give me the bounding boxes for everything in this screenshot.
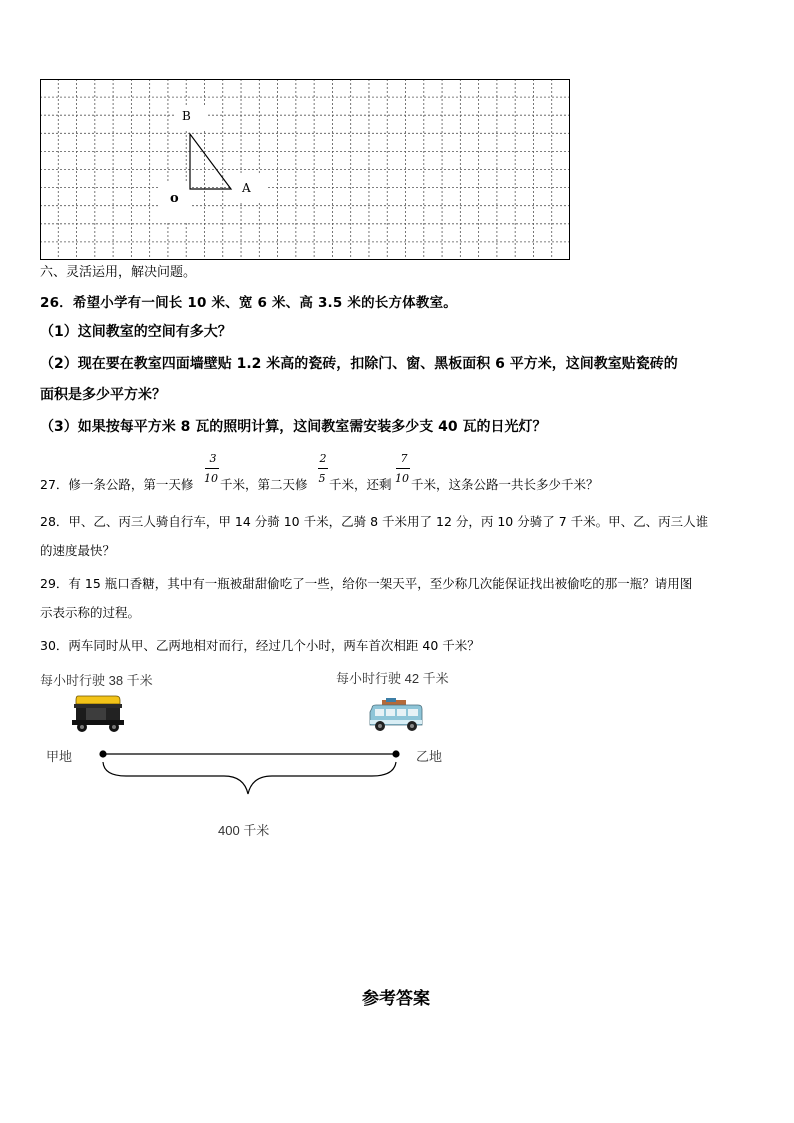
question-27: [40, 452, 740, 492]
distance-line-with-brace: [96, 744, 406, 804]
graph-paper-grid: [40, 79, 570, 260]
start-point-dot: [99, 750, 106, 757]
question-27-seg-2: 千米，第二天修: [220, 477, 308, 492]
van-icon: [366, 698, 426, 734]
answers-title: 参考答案: [362, 989, 430, 1009]
section-6-heading: 六、灵活运用，解决问题。: [40, 265, 197, 280]
point-b-label: B: [182, 109, 191, 123]
left-speed-label: 每小时行驶 38 千米: [40, 673, 153, 688]
fraction-1-bar: [205, 468, 219, 469]
question-30-stem: 30．两车同时从甲、乙两地相对而行，经过几个小时，两车首次相距 40 千米？: [40, 638, 480, 653]
fraction-2-denominator: 5: [318, 472, 326, 485]
question-28-line-2: 的速度最快？: [40, 543, 116, 558]
fraction-2-numerator: 2: [319, 452, 327, 465]
question-27-seg-3: 千米，还剩: [329, 477, 392, 492]
question-27-seg-4: 千米，这条公路一共长多少千米？: [411, 477, 599, 492]
fraction-2-bar: [318, 468, 328, 469]
point-o-label: o: [170, 191, 179, 206]
question-28-line-1: 28．甲、乙、丙三人骑自行车，甲 14 分骑 10 千米，乙骑 8 千米用了 12 分，丙 10 分骑了 7 千米。甲、乙、丙三人谁: [40, 514, 709, 529]
right-speed-label: 每小时行驶 42 千米: [336, 671, 449, 686]
total-distance-label: 400 千米: [218, 823, 270, 838]
triangle-oab: [190, 134, 231, 189]
end-point-dot: [392, 750, 399, 757]
fraction-1-denominator: 10: [204, 472, 218, 485]
grid-svg: [40, 79, 570, 260]
meeting-problem-diagram: [40, 664, 480, 844]
question-29-line-2: 示表示称的过程。: [40, 605, 141, 620]
fraction-1-numerator: 3: [209, 452, 217, 465]
brace-shape: [103, 762, 396, 794]
label-b-bg: [174, 105, 208, 131]
place-yi-label: 乙地: [416, 749, 443, 764]
question-26-part-3: （3）如果按每平方米 8 瓦的照明计算，这间教室需安装多少支 40 瓦的日光灯？: [40, 419, 547, 435]
question-26-part-2-line-1: （2）现在要在教室四面墙壁贴 1.2 米高的瓷砖，扣除门、窗、黑板面积 6 平方米，这间教室贴瓷砖的: [40, 356, 678, 372]
auto-rickshaw-icon: [68, 692, 128, 734]
fraction-3-numerator: 7: [400, 452, 408, 465]
question-26-part-1: （1）这间教室的空间有多大？: [40, 324, 232, 340]
question-26-part-2-line-2: 面积是多少平方米？: [40, 387, 166, 403]
fraction-3-denominator: 10: [395, 472, 409, 485]
place-jia-label: 甲地: [46, 749, 73, 764]
fraction-3-bar: [396, 468, 410, 469]
question-26-stem: 26．希望小学有一间长 10 米、宽 6 米、高 3.5 米的长方体教室。: [40, 295, 457, 311]
question-29-line-1: 29．有 15 瓶口香糖，其中有一瓶被甜甜偷吃了一些，给你一架天平，至少称几次能保证找出被偷吃的那一瓶？请用图: [40, 576, 693, 591]
point-a-label: A: [242, 181, 251, 195]
question-27-seg-1: 27．修一条公路，第一天修: [40, 477, 194, 492]
